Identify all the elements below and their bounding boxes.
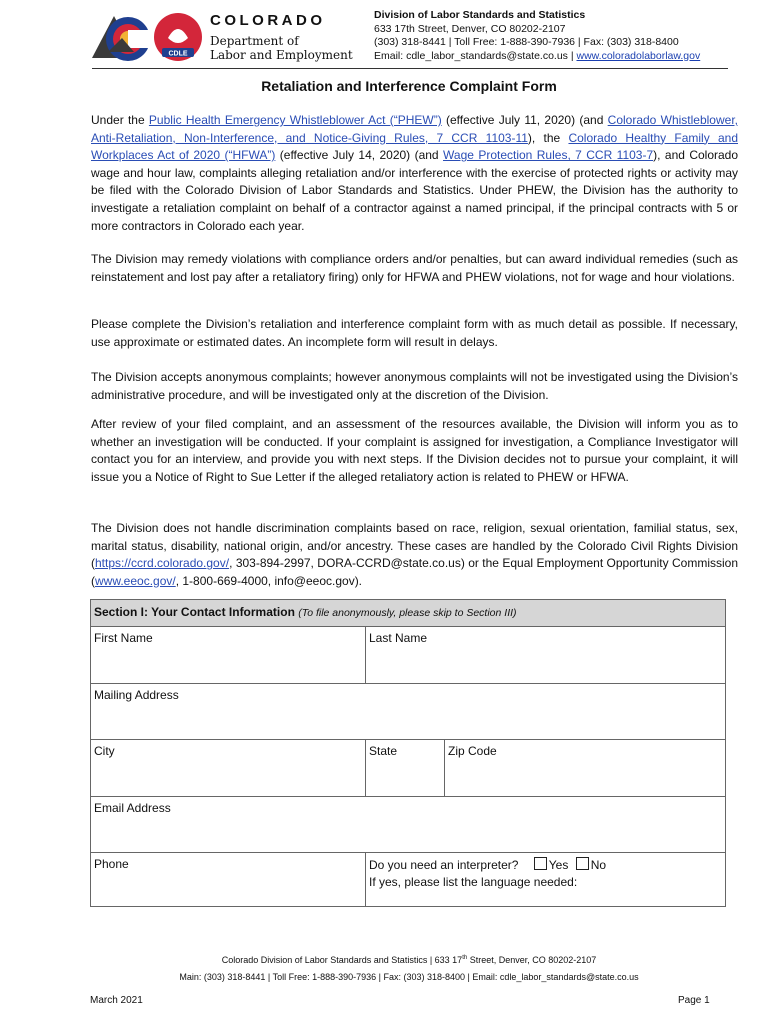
- logo-dept-line2: Labor and Employment: [210, 48, 353, 62]
- paragraph-discrimination: [91, 520, 738, 590]
- mailing-address-label: Mailing Address: [94, 688, 179, 702]
- phone-field[interactable]: [91, 853, 366, 907]
- address-row: [91, 684, 725, 740]
- interpreter-yes-checkbox[interactable]: [534, 857, 547, 870]
- hfwa-link[interactable]: Colorado Healthy Family and Workplaces Act of 2020 (“HFWA”): [91, 130, 738, 163]
- yes-label: Yes: [548, 858, 569, 872]
- header-divider: [92, 68, 728, 69]
- phone-label: Phone: [94, 857, 129, 871]
- section-note: (To file anonymously, please skip to Section III): [298, 607, 517, 619]
- section-title: Section I: Your Contact Information: [94, 605, 295, 619]
- last-name-field[interactable]: [366, 627, 727, 683]
- footer-contacts: Main: (303) 318-8441 | Toll Free: 1-888-390-7936 | Fax: (303) 318-8400 | Email: cdle_labor_standards@state.co.us: [179, 972, 639, 982]
- text: The Division does not handle discrimination complaints based on race, religion, sexual orientation, familial status, sex, marital status, disability, national origin, and/or ancestry. These cases are handled by the Colorado Civil Rights Division (: [91, 521, 738, 571]
- interpreter-question: Do you need an interpreter?: [369, 858, 519, 872]
- state-label: State: [369, 744, 398, 758]
- paragraph-instructions: [91, 316, 738, 351]
- cdle-badge-text: CDLE: [168, 50, 188, 58]
- email-address-label: Email Address: [94, 801, 171, 815]
- text: (effective July 11, 2020) (and: [441, 113, 608, 127]
- ccrd-link[interactable]: https://ccrd.colorado.gov/: [95, 556, 230, 571]
- text: (effective July 14, 2020) (and: [275, 148, 444, 163]
- text: , 303-894-2997, DORA-CCRD@state.co.us) or the Equal Employment Opportunity Commission (: [91, 556, 738, 588]
- text: Street, Denver, CO 80202-2107: [467, 955, 597, 965]
- paragraph-remedies: [91, 251, 738, 286]
- paragraph-intro: [91, 112, 738, 235]
- email-address-field[interactable]: [91, 797, 725, 852]
- interpreter-cell: [366, 853, 727, 907]
- logo-dept-line1: Department of: [210, 34, 299, 48]
- text: th: [462, 955, 468, 961]
- revision-date: March 2021: [90, 995, 143, 1006]
- city-field[interactable]: [91, 740, 366, 796]
- zip-code-label: Zip Code: [448, 744, 497, 758]
- text: ), and Colorado wage and hour law, complaints alleging retaliation and/or interference with the exercise of protected rights or activity may be filed with the Colorado Division of Labor Standards and Statistics. Under PHEW, the Division has the authority to investigate a retaliation complaint on behalf of a contractor against a named principal, if the principal contracts with 5 or more contractors in Colorado each year.: [91, 148, 739, 233]
- phew-link[interactable]: Public Health Emergency Whistleblower Act (“PHEW”): [148, 113, 442, 127]
- first-name-field[interactable]: [91, 627, 366, 683]
- email-row: [91, 797, 725, 853]
- email-label: Email: cdle_labor_standards@state.co.us |: [374, 49, 577, 62]
- logo-department-name: [210, 34, 353, 62]
- wage-protection-rules-link[interactable]: Wage Protection Rules, 7 CCR 1103-7: [443, 148, 654, 163]
- eeoc-link[interactable]: www.eeoc.gov/: [95, 573, 176, 588]
- text: , 1-800-669-4000, info@eeoc.gov).: [175, 573, 363, 588]
- zip-code-field[interactable]: [445, 740, 727, 796]
- cdle-logo: [92, 8, 364, 66]
- mailing-address-field[interactable]: [91, 684, 725, 739]
- text: Under the: [91, 113, 149, 127]
- last-name-label: Last Name: [369, 631, 428, 645]
- no-label: No: [590, 858, 607, 872]
- website-link[interactable]: www.coloradolaborlaw.gov: [576, 49, 701, 62]
- text: ), the: [527, 130, 569, 145]
- header-contact-info: [374, 9, 700, 63]
- phone-row: [91, 853, 725, 907]
- text: The Division accepts anonymous complaints; however anonymous complaints will not be investigated using the Division’s administrative procedure, and will be investigated only at the discretion of the Division.: [91, 370, 738, 402]
- page-footer: [0, 950, 770, 986]
- city-label: City: [94, 744, 115, 758]
- logo-state-name: COLORADO: [210, 12, 326, 29]
- colorado-logo-icon: [92, 8, 204, 66]
- division-address: 633 17th Street, Denver, CO 80202-2107: [374, 22, 566, 35]
- division-name: Division of Labor Standards and Statistics: [374, 9, 586, 21]
- page-title: Retaliation and Interference Complaint Form: [261, 78, 557, 94]
- text: After review of your filed complaint, and an assessment of the resources available, the Division will inform you as to whether an investigation will be conducted. If your complaint is assigned for investigation, a Compliance Investigator will contact you for an interview, and provide you with next steps. If the Division decides not to pursue your complaint, it will issue you a Notice of Right to Sue Letter if the alleged retaliatory action is related to PHEW or HFWA.: [91, 417, 738, 484]
- first-name-label: First Name: [94, 631, 153, 645]
- interpreter-no-checkbox[interactable]: [576, 857, 589, 870]
- whistleblower-rules-link[interactable]: Colorado Whistleblower, Anti-Retaliation, Non-Interference, and Notice-Giving Rules, 7 CCR 1103-11: [91, 113, 738, 145]
- paragraph-anonymous: [91, 369, 738, 404]
- page-number: Page 1: [678, 995, 710, 1006]
- paragraph-review: [91, 416, 738, 486]
- name-row: [91, 627, 725, 684]
- contact-info-form: [90, 599, 726, 907]
- text: Colorado Division of Labor Standards and Statistics | 633 17: [221, 955, 463, 965]
- language-label[interactable]: If yes, please list the language needed:: [369, 875, 578, 889]
- division-email-web: [374, 50, 700, 64]
- section-header: [91, 600, 725, 627]
- text: Please complete the Division’s retaliation and interference complaint form with as much detail as possible. If necessary, use approximate or estimated dates. An incomplete form will result in delays.: [91, 317, 738, 349]
- division-phones: (303) 318-8441 | Toll Free: 1-888-390-7936 | Fax: (303) 318-8400: [374, 36, 679, 48]
- city-row: [91, 740, 725, 797]
- text: The Division may remedy violations with compliance orders and/or penalties, but can award individual remedies (such as reinstatement and lost pay after a retaliatory firing) only for HFWA and PHEW violations, not for wage and hour violations.: [91, 252, 738, 284]
- state-field[interactable]: [366, 740, 445, 796]
- footer-address: [0, 950, 770, 969]
